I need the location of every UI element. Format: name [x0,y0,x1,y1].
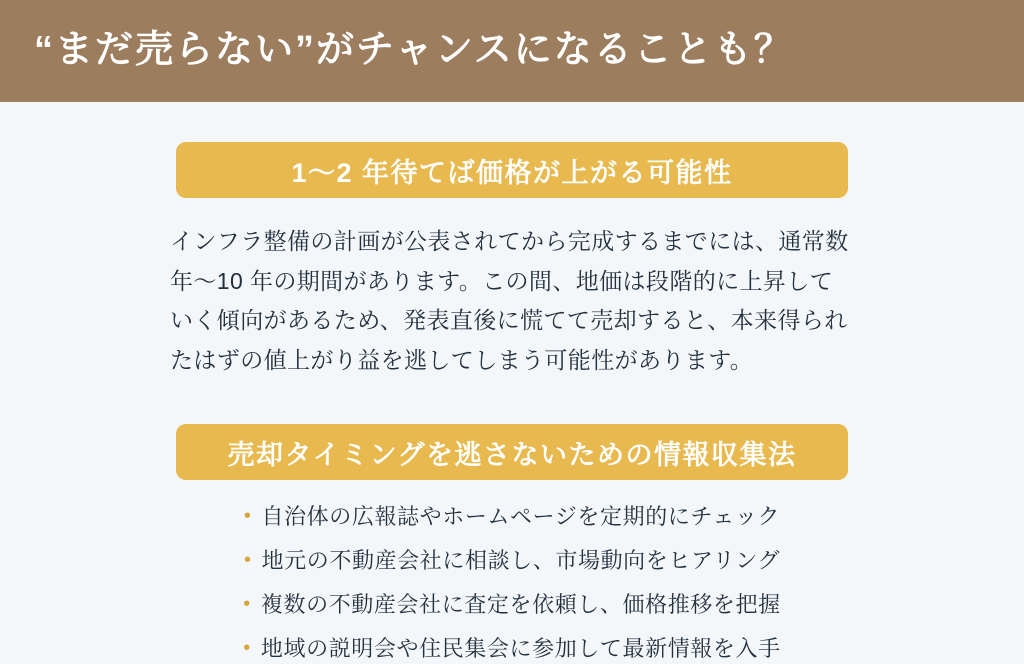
list-item-label: 地元の不動産会社に相談し、市場動向をヒアリング [261,548,781,574]
page-title: “まだ売らない”がチャンスになることも？ [34,29,794,72]
list-item [0,638,1024,660]
list-item [0,594,1024,616]
section-heading-band-1 [176,142,848,198]
bullet-dot-icon: • [243,593,251,616]
list-item-label: 複数の不動産会社に査定を依頼し、価格推移を把握 [260,592,781,618]
bullet-dot-icon: • [243,505,252,528]
section-heading-label-2: 売却タイミングを逃さないための情報収集法 [227,439,797,470]
bullet-dot-icon: • [243,549,252,572]
list-item [0,506,1024,528]
slide-content [0,142,1024,660]
bullet-list [0,506,1024,660]
bullet-dot-icon: • [243,637,251,660]
list-item [0,550,1024,572]
list-item-label: 地域の説明会や住民集会に参加して最新情報を入手 [260,636,781,662]
header-bar [0,0,1024,102]
section-heading-label-1: 1〜2 年待てば価格が上がる可能性 [291,157,733,188]
section-heading-band-2 [176,424,848,480]
list-item-label: 自治体の広報誌やホームページを定期的にチェック [261,504,781,530]
section-paragraph-1: インフラ整備の計画が公表されてから完成するまでには、通常数年〜10 年の期間があります。この間、地価は段階的に上昇していく傾向があるため、発表直後に慌てて売却すると、本来得られたはずの値上がり益を逃してしまう可能性があります。 [170,228,849,373]
